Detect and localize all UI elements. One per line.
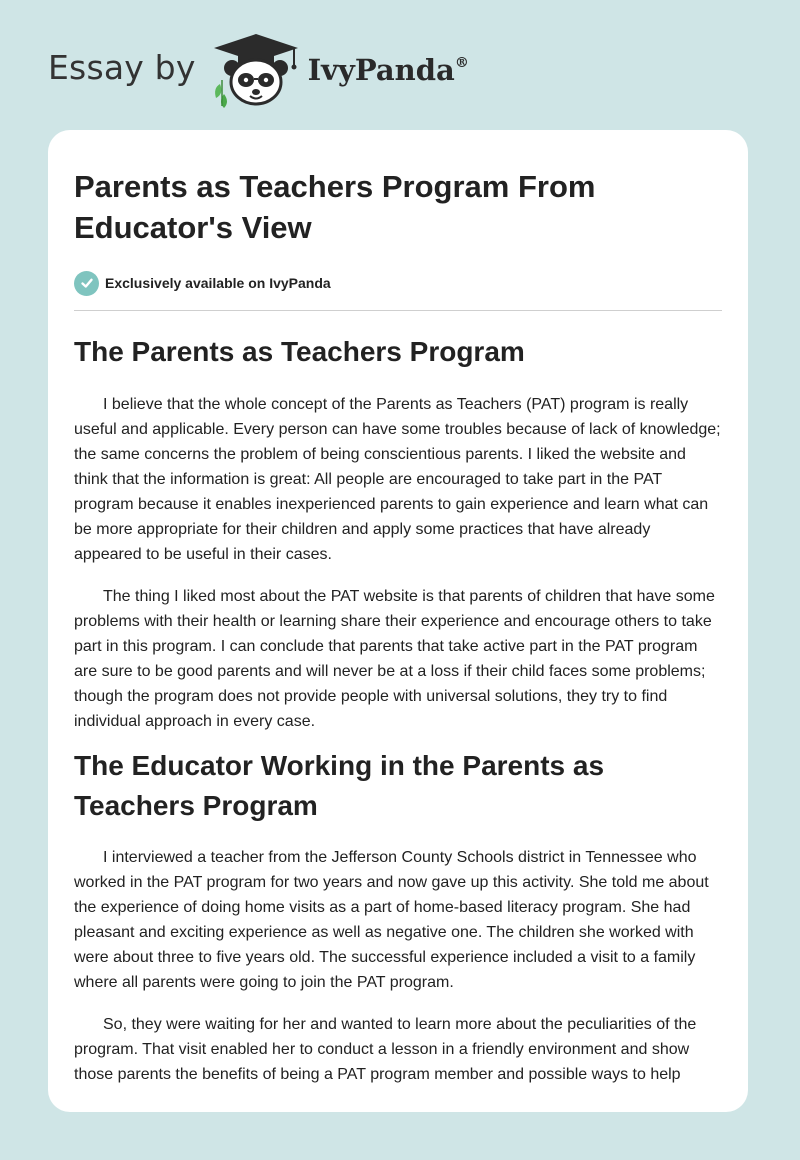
panda-logo-icon (210, 32, 302, 108)
paragraph: So, they were waiting for her and wanted to learn more about the peculiarities of the program. That visit enabled her to conduct a lesson in a friendly environment and show those parents the benefits of being a PAT program member and possible ways to help (74, 1016, 697, 1083)
exclusive-badge (74, 270, 722, 296)
page-title: Parents as Teachers Program From Educator's View (74, 169, 596, 245)
registered-mark: ® (454, 55, 469, 71)
paragraph: I interviewed a teacher from the Jefferson County Schools district in Tennessee who worked in the PAT program for two years and now gave up this activity. She told me about the experience of doing home visits as a part of home-based literacy program. She had pleasant and exciting experience as well as negative one. The children she worked with were about three to five years old. The successful experience included a visit to a family where all parents were going to join the PAT program. (74, 849, 709, 991)
section-heading: The Educator Working in the Parents as Teachers Program (74, 750, 605, 821)
brand-name: IvyPanda® (307, 53, 469, 87)
exclusive-label: Exclusively available on IvyPanda (105, 275, 331, 291)
paragraph: The thing I liked most about the PAT website is that parents of children that have some problems with their health or learning share their experience and encourage others to take part in this program. I can conclude that parents that take active part in the PAT program are sure to be good parents and will never be at a loss if their child faces some problems; though the program does not provide people with universal solutions, they try to find individual approach in every case. (74, 588, 715, 730)
check-icon (74, 271, 99, 296)
brand-header[interactable] (48, 30, 469, 110)
essay-by-label: Essay by (48, 47, 196, 87)
section-heading: The Parents as Teachers Program (74, 336, 525, 367)
paragraph: I believe that the whole concept of the Parents as Teachers (PAT) program is really useful and applicable. Every person can have some troubles because of lack of knowledge; the same concerns the problem of being conscientious parents. I liked the website and think that the information is great: All people are encouraged to take part in the PAT program because it enables inexperienced parents to gain experience and learn what can be more appropriate for their children and apply some practices that have already appeared to be useful in their cases. (74, 396, 721, 563)
divider (74, 310, 722, 311)
essay-card (48, 130, 748, 1112)
